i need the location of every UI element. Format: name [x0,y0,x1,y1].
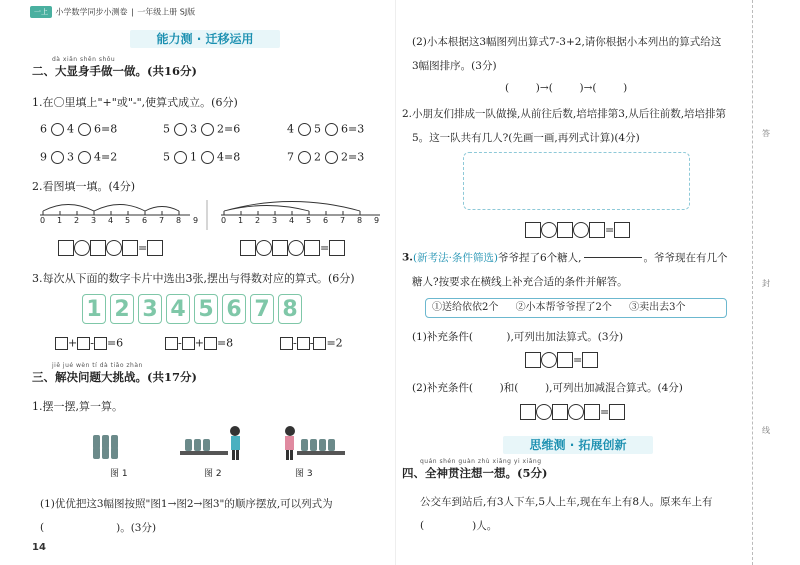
fig-label-1: 图 1 [110,469,128,479]
q4-line1: 公交车到站后,有3人下车,5人上车,现在车上有8人。原来车上有 [420,496,713,508]
operator-circle[interactable] [174,151,187,164]
header-series: 小学数学同步小测卷 [55,7,128,17]
q31-title: 1.摆一摆,算一算。 [32,400,123,413]
option-1[interactable]: ①送给依依2个 [432,302,499,313]
number-line-ticks-left: 0 1 2 3 4 5 6 7 8 9 [40,216,199,225]
number-card[interactable]: 7 [250,294,274,324]
operator-circle[interactable] [78,123,91,136]
number-card[interactable]: 1 [82,294,106,324]
q3-eq-1: + - =6 [55,336,123,350]
figure-illustrations [85,425,355,465]
q31-text-1: (1)优优把这3幅图按照"图1→图2→图3"的顺序摆放,可以列式为 [40,498,333,510]
q1-row-1b: 5 3 2=6 [163,122,241,136]
margin-char-3: 线 [762,426,770,435]
part2-pinyin: dà xiǎn shēn shǒu [52,56,116,63]
operator-circle[interactable] [51,151,64,164]
fig-label-3: 图 3 [295,469,313,479]
part4-pinyin: quán shén guàn zhù xiǎng yi xiǎng [420,458,542,465]
section-ribbon-ability: 能力测 · 迁移运用 [130,30,280,48]
number-card[interactable]: 2 [110,294,134,324]
operator-circle[interactable] [298,123,311,136]
number-card[interactable]: 5 [194,294,218,324]
q3-sub1: (1)补充条件( ),可列出加法算式。(3分) [412,331,624,343]
page-number: 14 [32,542,46,553]
q1-row-1: 6 4 6=8 [40,122,118,136]
operator-circle[interactable] [174,123,187,136]
margin-char-1: 答 [762,129,770,138]
number-card[interactable]: 3 [138,294,162,324]
header-badge: 一上 [30,6,52,18]
operator-circle[interactable] [201,151,214,164]
q1-2-sequence: ( )→( )→( ) [505,82,628,94]
operator-circle[interactable] [201,123,214,136]
q4-line2: ( )人。 [420,519,498,532]
header-grade: 一年级上册 SJ版 [137,7,196,17]
part3-title: 三、解决问题大挑战。(共17分) [32,370,197,384]
section-ribbon-thinking: 思维测 · 拓展创新 [503,436,653,454]
operator-circle[interactable] [325,151,338,164]
number-line-ticks-right: 0 1 2 3 4 5 6 7 8 9 [221,216,380,225]
q2-equation: = [525,222,630,238]
part2-title: 二、大显身手做一做。(共16分) [32,64,197,78]
q2-equation-right: = [240,240,345,256]
number-line-figures [35,198,395,230]
number-card[interactable]: 4 [166,294,190,324]
condition-options [425,298,727,318]
q3-eq-3: - - =2 [280,336,343,350]
q2-title: 2.看图填一填。(4分) [32,180,136,193]
q2-line2: 5。这一队共有几人?(先画一画,再列式计算)(4分) [412,132,640,144]
q2-line1: 2.小朋友们排成一队做操,从前往后数,培培排第3,从后往前数,培培排第 [402,108,727,120]
q1-row-2b: 5 1 4=8 [163,150,241,164]
number-card[interactable]: 6 [222,294,246,324]
operator-circle[interactable] [325,123,338,136]
q2-equation-left: = [58,240,163,256]
q3-line2: 糖人?按要求在横线上补充合适的条件并解答。 [412,276,628,288]
number-card[interactable]: 8 [278,294,302,324]
page-header: 一上 小学数学同步小测卷 | 一年级上册 SJ版 [30,5,195,17]
part4-title: 四、全神贯注想一想。(5分) [402,466,548,480]
margin-char-2: 封 [762,279,770,288]
q1-row-2: 9 3 4=2 [40,150,118,164]
q3-title: 3.每次从下面的数字卡片中选出3张,摆出与得数对应的算式。(6分) [32,272,355,285]
q1-row-1c: 4 5 6=3 [287,122,365,136]
q1-row-2c: 7 2 2=3 [287,150,365,164]
q1-title: 1.在〇里填上"+"或"-",使算式成立。(6分) [32,96,238,109]
binding-line [752,0,754,565]
q3-line1: 3.(新考法·条件筛选)爷爷捏了6个糖人, 。爷爷现在有几个 [402,251,728,264]
operator-circle[interactable] [78,151,91,164]
q3-sub1-equation: = [525,352,598,368]
option-2[interactable]: ②小本帮爷爷捏了2个 [515,302,612,313]
number-cards [82,294,306,324]
q3-sub2-equation: = [520,404,625,420]
q1-2-line2: 3幅图排序。(3分) [412,60,497,72]
part3-pinyin: jiě jué wèn tí dà tiǎo zhàn [52,362,143,369]
operator-circle[interactable] [51,123,64,136]
q3-eq-2: - + =8 [165,336,233,350]
q31-text-2: ( )。(3分) [40,521,157,534]
option-3[interactable]: ③卖出去3个 [629,302,686,313]
q1-2-line1: (2)小本根据这3幅图列出算式7-3+2,请你根据小本列出的算式给这 [412,36,722,48]
operator-circle[interactable] [298,151,311,164]
fig-label-2: 图 2 [204,469,222,479]
page-divider [395,0,396,565]
q3-sub2: (2)补充条件( )和( ),可列出加减混合算式。(4分) [412,382,683,394]
drawing-area[interactable] [463,152,690,210]
